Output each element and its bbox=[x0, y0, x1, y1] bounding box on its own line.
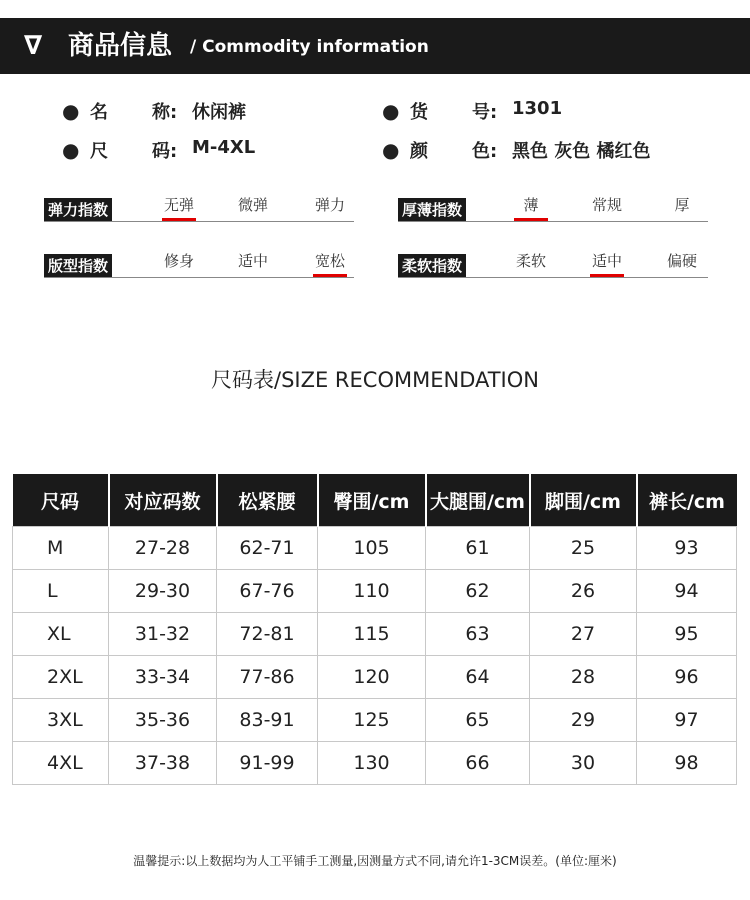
divider bbox=[398, 221, 708, 222]
table-cell: 3XL bbox=[13, 699, 109, 742]
index-option: 适中 bbox=[583, 250, 631, 277]
index-tag: 弹力指数 bbox=[44, 198, 112, 222]
table-cell: M bbox=[13, 527, 109, 570]
table-cell: 93 bbox=[637, 527, 737, 570]
index-option: 修身 bbox=[163, 252, 194, 270]
table-cell: 4XL bbox=[13, 742, 109, 785]
table-cell: 120 bbox=[318, 656, 426, 699]
size-table bbox=[12, 474, 737, 785]
column-header: 臀围/cm bbox=[318, 474, 426, 527]
table-cell: 28 bbox=[530, 656, 637, 699]
table-cell: 26 bbox=[530, 570, 637, 613]
index-tag: 版型指数 bbox=[44, 254, 112, 278]
table-cell: 105 bbox=[318, 527, 426, 570]
index-option: 厚 bbox=[674, 196, 690, 214]
size-table-title: 尺码表/SIZE RECOMMENDATION bbox=[211, 368, 539, 392]
divider bbox=[44, 221, 354, 222]
table-cell: 37-38 bbox=[109, 742, 217, 785]
table-cell: 97 bbox=[637, 699, 737, 742]
info-item-no bbox=[382, 98, 682, 124]
table-cell: 110 bbox=[318, 570, 426, 613]
table-cell: 33-34 bbox=[109, 656, 217, 699]
bullet-icon: ● bbox=[382, 99, 400, 123]
table-cell: 130 bbox=[318, 742, 426, 785]
info-label: 号: bbox=[472, 102, 498, 123]
info-label: 尺 bbox=[90, 141, 108, 162]
table-cell: 94 bbox=[637, 570, 737, 613]
table-cell: 125 bbox=[318, 699, 426, 742]
table-cell: 27-28 bbox=[109, 527, 217, 570]
info-name bbox=[62, 98, 362, 124]
table-cell: 91-99 bbox=[217, 742, 318, 785]
index-option: 宽松 bbox=[306, 250, 354, 277]
table-cell: 30 bbox=[530, 742, 637, 785]
info-label: 名 bbox=[90, 102, 108, 123]
index-option: 柔软 bbox=[515, 252, 546, 270]
bullet-icon: ● bbox=[382, 138, 400, 162]
table-cell: 63 bbox=[426, 613, 530, 656]
info-label: 称: bbox=[152, 102, 178, 123]
divider bbox=[44, 277, 354, 278]
column-header: 对应码数 bbox=[109, 474, 217, 527]
table-cell: 27 bbox=[530, 613, 637, 656]
info-label: 货 bbox=[410, 102, 428, 123]
header-title-en: / Commodity information bbox=[190, 37, 429, 57]
info-size bbox=[62, 137, 362, 163]
table-cell: 96 bbox=[637, 656, 737, 699]
info-value: M-4XL bbox=[192, 137, 256, 158]
table-cell: 83-91 bbox=[217, 699, 318, 742]
info-label: 码: bbox=[152, 141, 178, 162]
table-cell: 77-86 bbox=[217, 656, 318, 699]
index-thickness bbox=[398, 194, 708, 224]
table-cell: 35-36 bbox=[109, 699, 217, 742]
header-bar bbox=[0, 18, 750, 74]
info-color bbox=[382, 137, 712, 163]
table-cell: 29 bbox=[530, 699, 637, 742]
column-header: 尺码 bbox=[13, 474, 109, 527]
table-cell: 65 bbox=[426, 699, 530, 742]
table-cell: 64 bbox=[426, 656, 530, 699]
index-option: 微弹 bbox=[237, 196, 268, 214]
table-row bbox=[13, 699, 737, 742]
index-option: 无弹 bbox=[155, 194, 203, 221]
table-cell: 66 bbox=[426, 742, 530, 785]
column-header: 大腿围/cm bbox=[426, 474, 530, 527]
info-value: 1301 bbox=[512, 98, 563, 119]
column-header: 松紧腰 bbox=[217, 474, 318, 527]
table-cell: XL bbox=[13, 613, 109, 656]
table-cell: 67-76 bbox=[217, 570, 318, 613]
table-cell: 62 bbox=[426, 570, 530, 613]
column-header: 裤长/cm bbox=[637, 474, 737, 527]
table-cell: 98 bbox=[637, 742, 737, 785]
index-softness bbox=[398, 250, 708, 280]
table-cell: 61 bbox=[426, 527, 530, 570]
index-option: 弹力 bbox=[314, 196, 345, 214]
table-row bbox=[13, 742, 737, 785]
info-value: 黑色 灰色 橘红色 bbox=[512, 141, 651, 162]
table-row bbox=[13, 570, 737, 613]
table-row bbox=[13, 527, 737, 570]
index-tag: 柔软指数 bbox=[398, 254, 466, 278]
index-option: 偏硬 bbox=[666, 252, 697, 270]
table-cell: 72-81 bbox=[217, 613, 318, 656]
index-option: 常规 bbox=[591, 196, 622, 214]
table-row bbox=[13, 656, 737, 699]
column-header: 脚围/cm bbox=[530, 474, 637, 527]
table-cell: 115 bbox=[318, 613, 426, 656]
info-label: 颜 bbox=[410, 141, 428, 162]
info-label: 色: bbox=[472, 141, 498, 162]
triangle-down-icon: ∇ bbox=[24, 31, 43, 61]
index-option: 适中 bbox=[237, 252, 268, 270]
index-elasticity bbox=[44, 194, 354, 224]
table-cell: 95 bbox=[637, 613, 737, 656]
table-row bbox=[13, 613, 737, 656]
index-fit bbox=[44, 250, 354, 280]
table-cell: L bbox=[13, 570, 109, 613]
table-header-row bbox=[13, 474, 737, 527]
table-cell: 31-32 bbox=[109, 613, 217, 656]
table-cell: 29-30 bbox=[109, 570, 217, 613]
footnote: 温馨提示:以上数据均为人工平铺手工测量,因测量方式不同,请允许1-3CM误差。(单位:厘米) bbox=[133, 854, 617, 868]
divider bbox=[398, 277, 708, 278]
info-value: 休闲裤 bbox=[192, 102, 246, 123]
index-tag: 厚薄指数 bbox=[398, 198, 466, 222]
header-title-cn: 商品信息 bbox=[68, 31, 173, 61]
table-cell: 25 bbox=[530, 527, 637, 570]
table-cell: 2XL bbox=[13, 656, 109, 699]
index-option: 薄 bbox=[507, 194, 555, 221]
bullet-icon: ● bbox=[62, 138, 80, 162]
table-cell: 62-71 bbox=[217, 527, 318, 570]
bullet-icon: ● bbox=[62, 99, 80, 123]
